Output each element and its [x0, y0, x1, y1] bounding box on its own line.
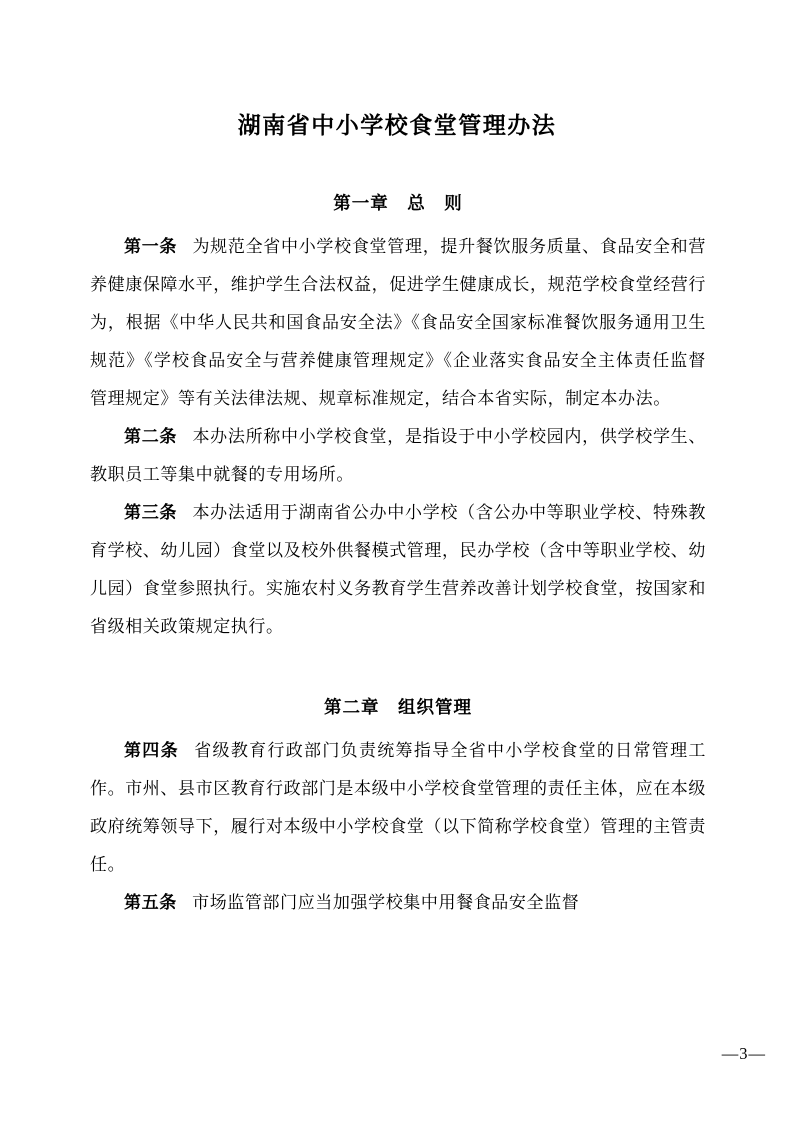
article-number: 第三条	[124, 503, 178, 522]
article-number: 第四条	[124, 741, 179, 760]
article-number: 第二条	[124, 427, 178, 446]
chapter-heading: 第二章 组织管理	[324, 697, 472, 717]
article-paragraph: 第一条 为规范全省中小学校食堂管理，提升餐饮服务质量、食品安全和营养健康保障水平，维护学生合法权益，促进学生健康成长，规范学校食堂经营行为，根据《中华人民共和国食品安全法》《食品安全国家标准餐饮服务通用卫生规范》《学校食品安全与营养健康管理规定》《企业落实食品安全主体责任监督管理规定》等有关法律法规、规章标准规定，结合本省实际，制定本办法。	[90, 237, 706, 408]
article-number: 第五条	[124, 893, 177, 912]
chapter-heading: 第一章 总 则	[333, 193, 463, 213]
article-number: 第一条	[124, 237, 178, 256]
page-number: —3—	[721, 1044, 766, 1063]
article-paragraph: 第二条 本办法所称中小学校食堂，是指设于中小学校园内，供学校学生、教职员工等集中就餐的专用场所。	[90, 427, 706, 484]
document-title: 湖南省中小学校食堂管理办法	[237, 113, 557, 138]
article-paragraph: 第四条 省级教育行政部门负责统筹指导全省中小学校食堂的日常管理工作。市州、县市区教育行政部门是本级中小学校食堂管理的责任主体，应在本级政府统筹领导下，履行对本级中小学校食堂（以下简称学校食堂）管理的主管责任。	[90, 741, 706, 874]
article-paragraph: 第五条 市场监管部门应当加强学校集中用餐食品安全监督	[124, 893, 580, 912]
document-body	[90, 184, 706, 922]
article-paragraph: 第三条 本办法适用于湖南省公办中小学校（含公办中等职业学校、特殊教育学校、幼儿园）食堂以及校外供餐模式管理，民办学校（含中等职业学校、幼儿园）食堂参照执行。实施农村义务教育学生营养改善计划学校食堂，按国家和省级相关政策规定执行。	[90, 503, 706, 636]
